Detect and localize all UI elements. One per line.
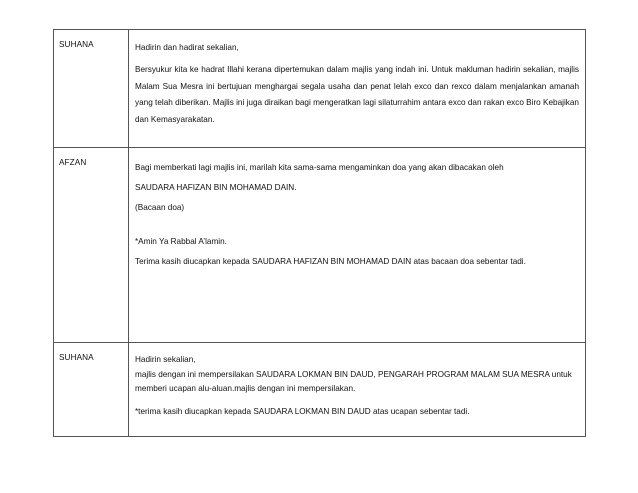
column-divider xyxy=(128,30,129,147)
speech-line: Bagi memberkati lagi majlis ini, marilah kita sama-sama mengaminkan doa yang akan dibacakan oleh xyxy=(135,163,504,172)
script-table xyxy=(53,29,586,437)
speech-text xyxy=(135,40,579,128)
speech-line: SAUDARA HAFIZAN BIN MOHAMAD DAIN. xyxy=(135,183,297,192)
speech-line: (Bacaan doa) xyxy=(135,203,185,212)
speech-line: *terima kasih diucapkan kepada SAUDARA LOKMAN BIN DAUD atas ucapan sebentar tadi. xyxy=(135,406,470,416)
speech-line: majlis dengan ini mempersilakan SAUDARA LOKMAN BIN DAUD, PENGARAH PROGRAM MALAM SUA MESRA untuk memberi ucapan alu-aluan.majlis dengan ini mempersilakan. xyxy=(135,369,572,393)
column-divider xyxy=(128,148,129,342)
table-row xyxy=(54,148,585,343)
speech-line: Terima kasih diucapkan kepada SAUDARA HAFIZAN BIN MOHAMAD DAIN atas bacaan doa sebentar tadi. xyxy=(135,257,526,266)
speech-text xyxy=(135,353,579,419)
speech-line: Hadirin dan hadirat sekalian, xyxy=(135,43,239,52)
speaker-name: SUHANA xyxy=(59,40,94,49)
speaker-name: AFZAN xyxy=(59,158,87,167)
speech-line: Hadirin sekalian, xyxy=(135,355,196,364)
table-row xyxy=(54,343,585,436)
speech-paragraph: Bersyukur kita ke hadrat Illahi kerana dipertemukan dalam majlis yang indah ini. Untuk makluman hadirin sekalian, majlis Malam Sua Mesra ini bertujuan menghargai segala usaha dan penat lelah exco dan rexco dalam menjalankan amanah yang telah diberikan. Majlis ini juga diraikan bagi mengeratkan lagi silaturrahim antara exco dan rakan exco Biro Kebajikan dan Kemasyarakatan. xyxy=(135,65,579,124)
column-divider xyxy=(128,343,129,436)
speech-line: *Amin Ya Rabbal A’lamin. xyxy=(135,237,227,246)
speaker-name: SUHANA xyxy=(59,353,94,362)
table-row xyxy=(54,30,585,148)
speech-text xyxy=(135,158,579,272)
